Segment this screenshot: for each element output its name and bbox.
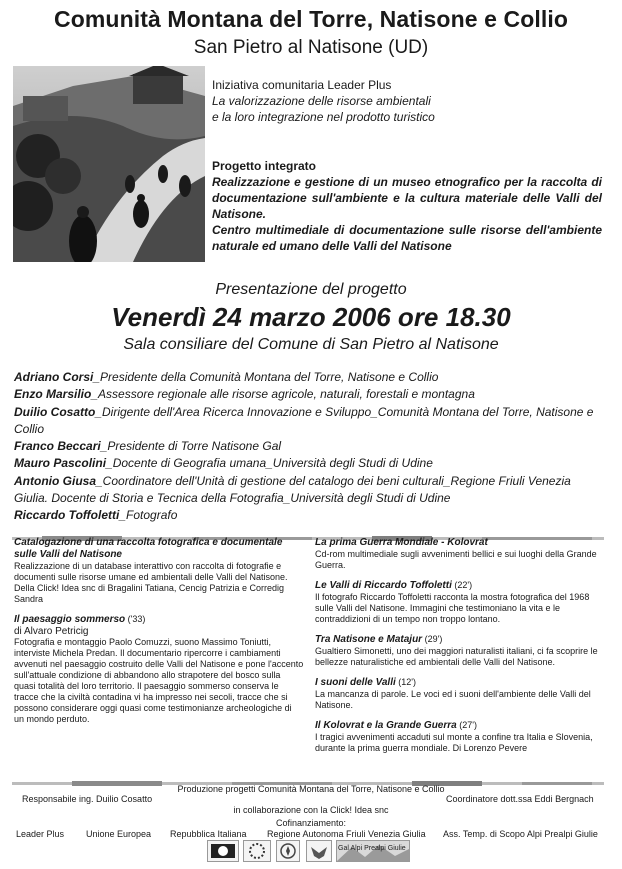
event-date: Venerdì 24 marzo 2006 ore 18.30 (111, 302, 511, 332)
program-duration: (12') (398, 677, 417, 687)
speaker-item (14, 369, 599, 386)
speaker-name: Enzo Marsilio (14, 387, 92, 402)
footer-production: Produzione progetti Comunità Montana del Torre, Natisone e Collio (177, 784, 445, 794)
speaker-item (14, 386, 599, 403)
program-duration: ('33) (127, 614, 146, 624)
speaker-name: Mauro Pascolini (14, 456, 107, 471)
initiative-line-2: e la loro integrazione nel prodotto turistico (212, 110, 435, 124)
speaker-name: Adriano Corsi (14, 370, 94, 384)
footer-cofinancing: Cofinanziamento: (275, 818, 347, 828)
divider-top (12, 528, 604, 533)
italian-republic-emblem (276, 840, 300, 862)
speaker-role: _Docente di Geografia umana_Università degli Studi di Udine (106, 456, 433, 471)
speaker-name: Antonio Giusa (14, 473, 96, 488)
speaker-name: Duilio Cosatto (14, 404, 96, 419)
program-item (14, 537, 304, 605)
initiative-block (212, 77, 612, 125)
event-venue: Sala consiliare del Comune di San Pietro al Natisone (123, 336, 499, 353)
funder-unione-europea: Unione Europea (86, 829, 152, 839)
left-program-column (14, 537, 304, 734)
initiative-line-1: La valorizzazione delle risorse ambientali (212, 94, 431, 108)
program-text: Il fotografo Riccardo Toffoletti racconta la mostra fotografica del 1968 sulle Valli del Natisone. Immagini che testimoniano la vita e le contraddizioni di un tempo non troppo lontano. (315, 592, 590, 624)
program-title: Le Valli di Riccardo Toffoletti (315, 580, 452, 591)
program-item (315, 580, 610, 625)
project-label: Progetto integrato (212, 159, 316, 173)
page-title: Comunità Montana del Torre, Natisone e Collio (54, 6, 568, 32)
program-title: Il Kolovrat e la Grande Guerra (315, 720, 457, 731)
initiative-label: Iniziativa comunitaria Leader Plus (212, 78, 392, 92)
fvg-eagle-logo (306, 840, 332, 862)
program-text: Fotografia e montaggio Paolo Comuzzi, suono Massimo Toniutti, interviste Michela Predan. Il documentario ripercorre i cambiamenti avvenuti nel paesaggio costruito delle Valli del Natisone e pone l'accento sull'attuale condizione di abbandono allo strapotere del bosco sulla quasi totalità del loro territorio. Il paesaggio sommerso conserva le tracce che la civiltà contadina vi ha impresso nei secoli, tracce che si possono considerare oggi quasi come testimonianze archeologiche di un mondo perduto. (14, 637, 304, 724)
funder-leader-plus: Leader Plus (16, 829, 65, 839)
footer-collaboration: in collaborazione con la Click! Idea snc (233, 805, 389, 815)
speaker-item (14, 404, 599, 439)
program-duration: (27') (459, 720, 477, 730)
program-text: I tragici avvenimenti accaduti sul monte a confine tra Italia e Slovenia, durante la prima guerra mondiale. Di Lorenzo Pevere (315, 732, 593, 753)
speaker-role: _Presidente di Torre Natisone Gal (100, 439, 282, 454)
footer-coordinator: Coordinatore dott.ssa Eddi Bergnach (446, 794, 594, 804)
program-item (315, 537, 610, 571)
speaker-name: Franco Beccari (14, 439, 101, 454)
project-description-2: Centro multimediale di documentazione sulle risorse dell'ambiente naturale ed umano delle Valli del Natisone (212, 223, 602, 253)
speaker-list (14, 369, 599, 525)
funder-alpi-prealpi-giulie: Ass. Temp. di Scopo Alpi Prealpi Giulie (443, 829, 598, 839)
funder-regione-fvg: Regione Autonoma Friuli Venezia Giulia (267, 829, 426, 839)
speaker-item (14, 473, 599, 508)
program-text: Realizzazione di un database interattivo con raccolta di fotografie e documenti sulle risorse umane ed ambientali delle Valli del Natisone. Della Click! Idea snc di Bragalini Tatiana, Cencig Patrizia e Corredig Sandra (14, 561, 288, 604)
program-item (14, 614, 304, 725)
speaker-role: _Presidente della Comunità Montana del Torre, Natisone e Collio (93, 370, 439, 384)
program-title: Catalogazione di una raccolta fotografica e documentale sulle Valli del Natisone (14, 537, 283, 560)
speaker-role: _Dirigente dell'Area Ricerca Innovazione e Sviluppo_Comunità Montana del Torre, Natisone e Collio (14, 404, 594, 436)
program-title: I suoni delle Valli (315, 677, 396, 688)
eu-flag-logo (243, 840, 271, 862)
project-description-1: Realizzazione e gestione di un museo etnografico per la raccolta di documentazione sull'ambiente e la cultura materiale delle Valli del Natisone. (212, 175, 602, 221)
speaker-name: Riccardo Toffoletti (14, 508, 120, 523)
leader-plus-logo (207, 840, 239, 862)
program-text: Gualtiero Simonetti, uno dei maggiori naturalisti italiani, ci fa scoprire le bellezze naturalistiche ed ambientali delle Valli del Natisone. (315, 646, 598, 667)
village-photo (13, 66, 205, 262)
funder-repubblica-italiana: Repubblica Italiana (170, 829, 247, 839)
speaker-item (14, 455, 599, 472)
program-item (315, 677, 610, 711)
project-block (212, 158, 602, 254)
gal-logo-text: Gal Alpi Prealpi Giulie (338, 845, 406, 852)
program-title: La prima Guerra Mondiale - Kolovrat (315, 537, 488, 548)
program-item (315, 634, 610, 668)
program-text: Cd-rom multimediale sugli avvenimenti bellici e sui luoghi della Grande Guerra. (315, 549, 597, 570)
speaker-role: _Assessore regionale alle risorse agricole, naturali, forestali e montagna (91, 387, 475, 402)
program-duration: (29') (424, 634, 443, 644)
program-title: Il paesaggio sommerso (14, 614, 126, 625)
right-program-column (315, 537, 610, 763)
program-item (315, 720, 610, 754)
page-subtitle: San Pietro al Natisone (UD) (193, 37, 429, 58)
program-title: Tra Natisone e Matajur (315, 634, 423, 645)
speaker-item (14, 438, 599, 455)
speaker-item (14, 507, 599, 524)
program-text: La mancanza di parole. Le voci ed i suoni dell'ambiente delle Valli del Natisone. (315, 689, 591, 710)
program-duration: (22') (454, 580, 473, 590)
speaker-role: _Fotografo (119, 508, 178, 523)
speaker-role: _Coordinatore dell'Unità di gestione del catalogo dei beni culturali_Regione Friuli Venezia Giulia. Docente di Storia e Tecnica della Fotografia_Università degli Studi di Udine (14, 473, 571, 506)
program-author: di Alvaro Petricig (14, 626, 89, 637)
divider-bottom (12, 773, 604, 778)
footer-responsible: Responsabile ing. Duilio Cosatto (22, 794, 153, 804)
presentation-heading: Presentazione del progetto (215, 281, 407, 298)
